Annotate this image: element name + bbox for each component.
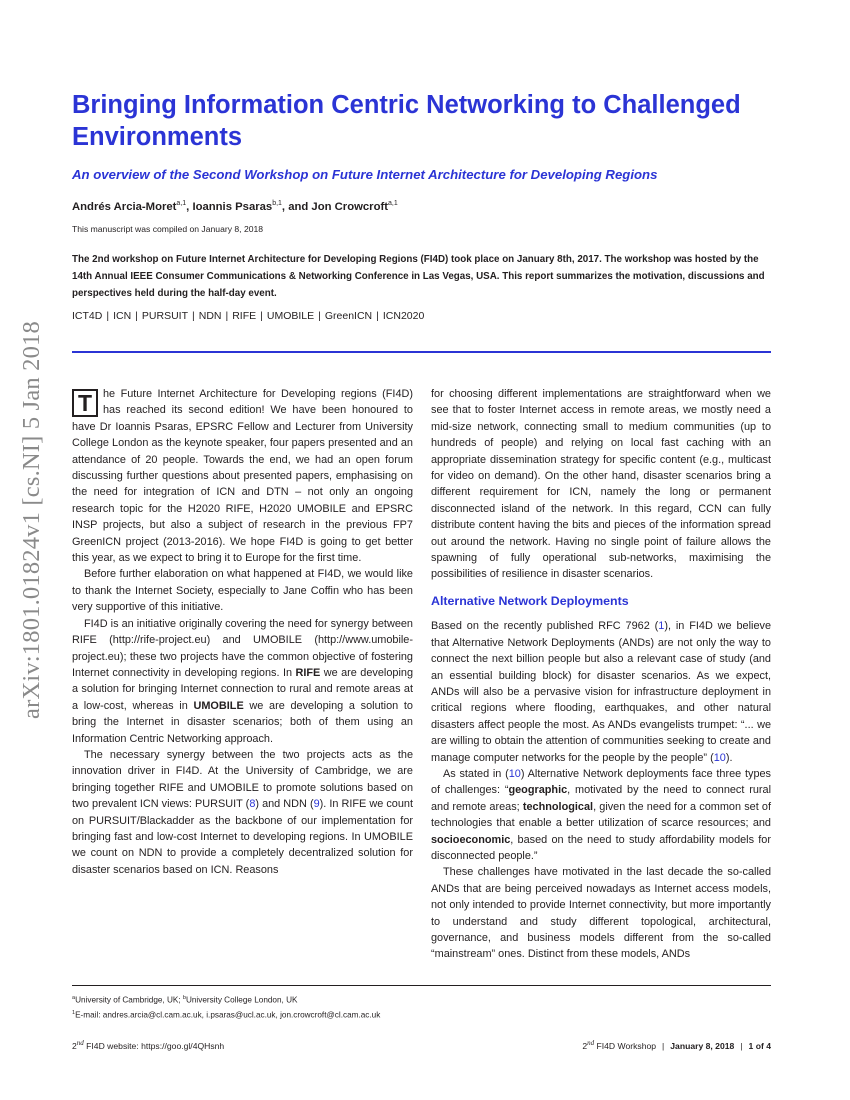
- keyword: NDN: [198, 310, 222, 322]
- body-paragraph: As stated in (10) Alternative Network deployments face three types of challenges: “geographic, motivated by the need to connect rural and remote areas; technological, given the need for a common set of technologies that enable a better utilization of scarce resources; and socioeconomic, based on the need to study affordability models for disconnected people.”: [431, 767, 772, 862]
- keyword-list: ICT4D | ICN | PURSUIT | NDN | RIFE | UMOBILE | GreenICN | ICN2020: [72, 310, 425, 322]
- body-paragraph: FI4D is an initiative originally covering the need for synergy between RIFE (http://rife-project.eu) and UMOBILE (http://www.umobile-project.eu); these two projects have the common objective of fostering Internet connectivity in developing regions. In RIFE we are developing a solution for bringing Internet connection to rural and remote areas at a low-cost, whereas in UMOBILE we are developing a solution to bring the Internet in disaster scenarios; both of them using an Information Centric Networking approach.: [72, 617, 413, 745]
- author-name: Ioannis Psaras: [192, 200, 273, 213]
- email-footnote: $^1$E-mail: andres.arcia@cl.cam.ac.uk, i.psaras@ucl.ac.uk, jon.crowcroft@cl.cam.ac.uk: [72, 1009, 381, 1020]
- keyword: ICN2020: [382, 310, 425, 322]
- section-heading: Alternative Network Deployments: [431, 593, 629, 608]
- author-list: Andrés Arcia-Moret$^{a,1}$, Ioannis Psaras$^{b,1}$, and Jon Crowcroft$^{a,1}$: [72, 200, 398, 213]
- body-paragraph: Before further elaboration on what happened at FI4D, we would like to thank the Internet Society, especially to Jane Coffin who has been very supportive of this initiative.: [72, 568, 413, 614]
- body-paragraph: for choosing different implementations are straightforward when we see that to foster Internet access in remote areas, we mostly need a mid-size network, connecting small to medium communities (up to hundreds of people) and relying on local fast caching with an appropriate dissemination strategy for specific content (e.g., multicast for video on demand). On the other hand, disaster scenarios bring a different requirement for ICN, namely the long or permanent disconnected island of the network. In this regard, CCN can fully distribute content having the bits and pieces of the information spread out around the network. Having no single point of failure allows the spawning of fully operational sub-networks, maximising the possibilities of resilience in disaster scenarios.: [431, 388, 771, 581]
- footnotes: [72, 992, 380, 1021]
- arxiv-stamp: [12, 280, 52, 760]
- keyword: PURSUIT: [141, 310, 188, 322]
- body-paragraph: The necessary synergy between the two projects acts as the innovation driver in FI4D. At the University of Cambridge, we are bringing together RIFE and UMOBILE to promote solutions based on two prevalent ICN views: PURSUIT (8) and NDN (9). In RIFE we count on PURSUIT/Blackadder as the backbone of our implementation for bringing fast and low-cost Internet to developing regions. In UMOBILE we count on NDN to provide a completely decentralized solution for disaster scenarios based on ICN. Reasons: [72, 748, 413, 876]
- arxiv-stamp-text: arXiv:1801.01824v1 [cs.NI] 5 Jan 2018: [18, 321, 45, 719]
- intro-paragraph: T he Future Internet Architecture for Developing regions (FI4D) has reached its second edition! We have been honoured to have Dr Ioannis Psaras, EPSRC Fellow and Lecturer from University College London as the keynote speaker, four papers presented and an attendance of 20 people. Towards the end, we had an open forum discussing further questions about presented papers, emphasising on the need for integration of ICN and DTN – not only an ongoing research topic for the H2020 RIFE, H2020 UMOBILE and EPSRC INSP projects, but also a subject of research in the previous FP7 GreenICN project (2013-2016). We hope FI4D is going to get better this year, as we expect to bring it to Europe for the first time.: [72, 388, 413, 565]
- keyword: UMOBILE: [266, 310, 315, 322]
- paper-title: Bringing Information Centric Networking to Challenged Environments: [72, 91, 741, 151]
- author-affiliation: b,1: [272, 200, 282, 207]
- drop-cap: T: [72, 389, 98, 417]
- body-paragraph: These challenges have motivated in the last decade the so-called ANDs that are being perceived nowadays as Internet access models, not only intended to provide Internet connectivity, but more importantly to understand and study different topological, architectural, governance, and business models different from the so-called “mainstream” ones. Distinct from these models, ANDs: [431, 866, 771, 961]
- paper-subtitle: An overview of the Second Workshop on Future Internet Architecture for Developing Regions: [72, 167, 658, 182]
- affiliation-footnote: $^a$University of Cambridge, UK; $^b$University College London, UK: [72, 995, 298, 1005]
- author-affiliation: a,1: [388, 200, 398, 207]
- compiled-note: This manuscript was compiled on January 8, 2018: [72, 224, 264, 234]
- footer-date: January 8, 2018: [670, 1041, 735, 1051]
- body-column-right: [431, 386, 771, 963]
- citation-link[interactable]: 9: [313, 798, 320, 811]
- body-paragraph: Based on the recently published RFC 7962 (1), in FI4D we believe that Alternative Network Deployments (ANDs) are not only the way to connect the next billion people but also a relevant case of study (and an essential building block) for disaster scenarios. As we expect, ANDs will also be a pervasive vision for infrastructure deployment in critical regions where flooding, earthquakes, and other natural disasters affect people the most. As ANDs evangelists trumpet: “... we are willing to obtain the attention of communities seeking to create and manage computer networks for the people by the people” (10).: [431, 620, 771, 764]
- keyword: ICN: [113, 310, 132, 322]
- header-divider: [72, 351, 771, 353]
- citation-link[interactable]: 10: [713, 751, 726, 764]
- citation-link[interactable]: 1: [658, 620, 665, 633]
- keyword: RIFE: [232, 310, 257, 322]
- citation-link[interactable]: 10: [508, 767, 521, 780]
- body-column-left: [72, 386, 413, 878]
- author-affiliation: a,1: [176, 200, 187, 207]
- keyword: ICT4D: [72, 310, 103, 322]
- footer-running-head: 2nd FI4D Workshop | January 8, 2018 | 1 of 4: [582, 1039, 771, 1051]
- keyword: GreenICN: [324, 310, 373, 322]
- citation-link[interactable]: 8: [249, 798, 256, 811]
- footer-website: 2nd FI4D website: https://goo.gl/4QHsnh: [72, 1039, 225, 1051]
- page-number: 1 of 4: [748, 1041, 771, 1051]
- author-conjunction: , and: [281, 200, 312, 213]
- author-name: Jon Crowcroft: [311, 200, 388, 213]
- author-name: Andrés Arcia-Moret: [72, 200, 177, 213]
- footnote-divider: [72, 985, 771, 986]
- abstract: The 2nd workshop on Future Internet Architecture for Developing Regions (FI4D) took place on January 8th, 2017. The workshop was hosted by the 14th Annual IEEE Consumer Communications & Networking Conference in Las Vegas, USA. This report summarizes the motivation, discussions and perspectives held during the half-day event.: [72, 254, 765, 299]
